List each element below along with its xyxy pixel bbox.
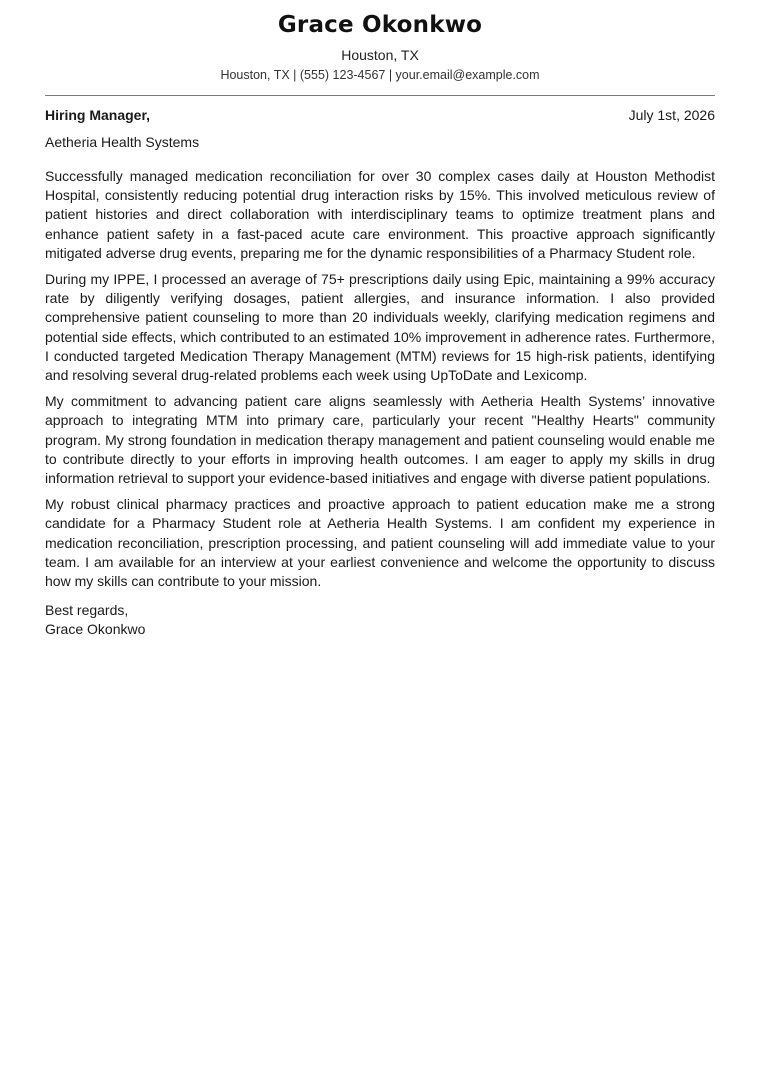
sender-name: Grace Okonkwo xyxy=(277,12,483,38)
body-paragraph-3: My commitment to advancing patient care aligns seamlessly with Aetheria Health Systems’ innovative approach to integrating MTM into primary care, particularly your recent "Healthy Hearts" community program. My strong foundation in medication therapy management and patient counseling would enable me to contribute directly to your efforts in improving health outcomes. I am eager to apply my skills in drug information retrieval to support your evidence-based initiatives and engage with diverse patient populations. xyxy=(45,393,715,487)
header-divider xyxy=(45,95,715,96)
recipient-company: Aetheria Health Systems xyxy=(45,134,200,150)
closing-phrase: Best regards, xyxy=(45,602,129,619)
body-paragraph-4: My robust clinical pharmacy practices and proactive approach to patient education make me a strong candidate for a Pharmacy Student role at Aetheria Health Systems. I am confident my experience in medication reconciliation, prescription processing, and patient counseling will add immediate value to your team. I am available for an interview at your earliest convenience and welcome the opportunity to discuss how my skills can contribute to your mission. xyxy=(45,496,715,590)
body-paragraph-1: Successfully managed medication reconciliation for over 30 complex cases daily at Houston Methodist Hospital, consistently reducing potential drug interaction risks by 15%. This involved meticulous review of patient histories and direct collaboration with interdisciplinary teams to optimize treatment plans and enhance patient safety in a fast-paced acute care environment. This proactive approach significantly mitigated adverse drug events, preparing me for the dynamic responsibilities of a Pharmacy Student role. xyxy=(45,168,715,261)
sender-contact-line: Houston, TX | (555) 123-4567 | your.email@example.com xyxy=(220,68,540,82)
letter-date: July 1st, 2026 xyxy=(628,107,715,123)
recipient-date-row xyxy=(45,106,715,124)
letter-body xyxy=(45,167,715,591)
cover-letter-page xyxy=(45,0,715,640)
recipient-salutation: Hiring Manager, xyxy=(45,107,151,123)
letter-closing-block xyxy=(45,601,715,639)
signature-name: Grace Okonkwo xyxy=(45,621,146,638)
letter-header xyxy=(45,0,715,83)
body-paragraph-2: During my IPPE, I processed an average of 75+ prescriptions daily using Epic, maintaining a 99% accuracy rate by diligently verifying dosages, patient allergies, and insurance information. I also provided comprehensive patient counseling to more than 20 individuals weekly, clarifying medication regimens and potential side effects, which contributed to an estimated 10% improvement in adherence rates. Furthermore, I conducted targeted Medication Therapy Management (MTM) reviews for 15 high-risk patients, identifying and resolving several drug-related problems each week using UpToDate and Lexicomp. xyxy=(45,271,715,384)
sender-city: Houston, TX xyxy=(341,47,419,63)
